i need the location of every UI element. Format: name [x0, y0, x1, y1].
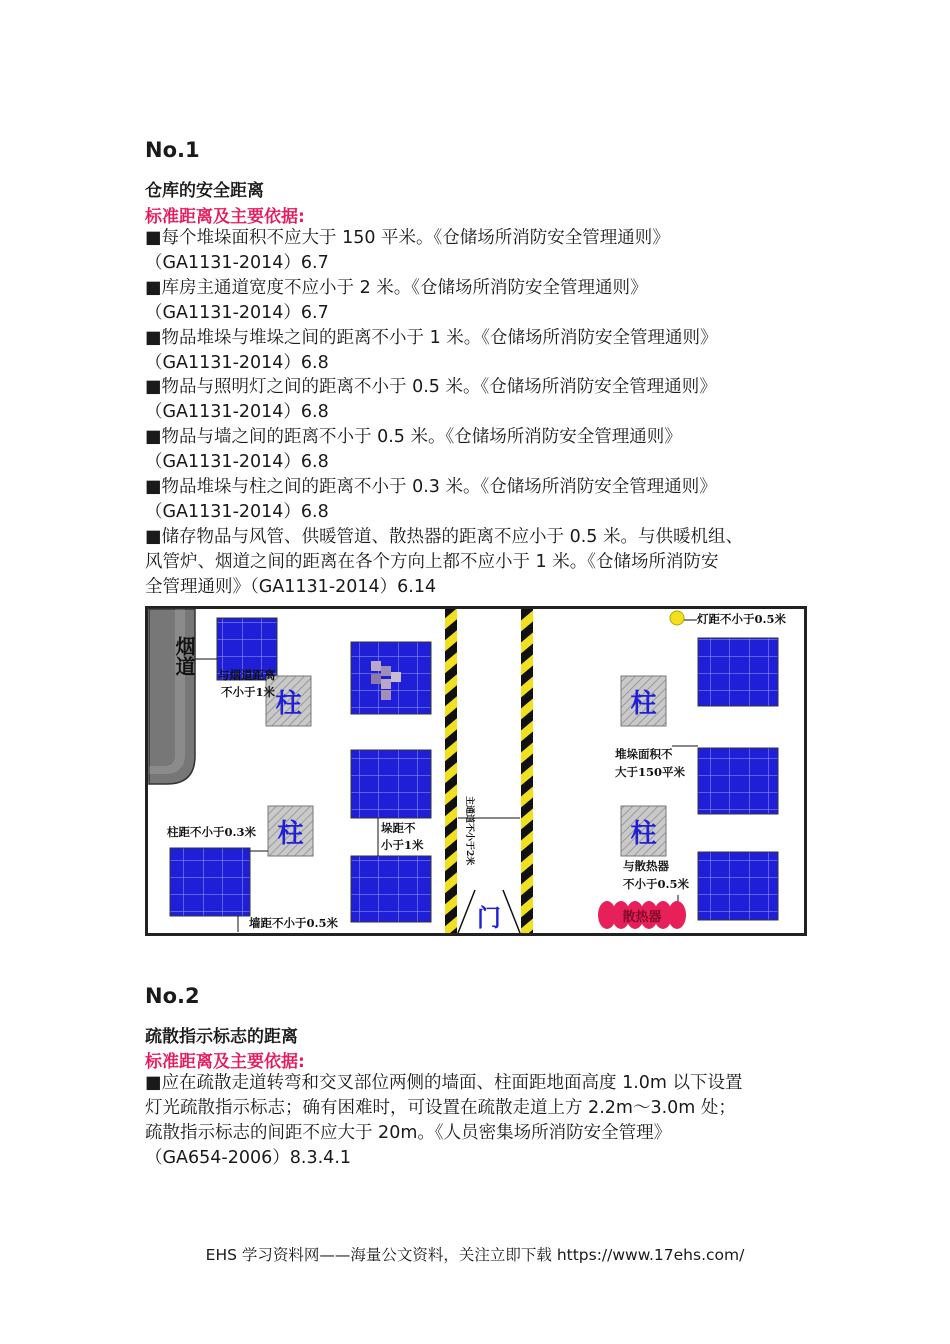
radiator-gap-label: 与散热器: [623, 859, 669, 873]
stack-block: [698, 638, 778, 706]
section-2-number: No.2: [145, 984, 200, 1008]
stack-gap-label: 小于1米: [381, 838, 424, 852]
hazard-stripe-left: [445, 609, 457, 933]
section-2-title: 疏散指示标志的距离: [145, 1027, 298, 1047]
footer-text: EHS 学习资料网——海量公文资料，关注立即下载 https://www.17ehs.com/: [205, 1246, 745, 1264]
pillar-text: 柱: [630, 819, 657, 849]
body-line: 灯光疏散指示标志；确有困难时，可设置在疏散走道上方 2.2m～3.0m 处；: [145, 1097, 736, 1118]
body-line: ■应在疏散走道转弯和交叉部位两侧的墙面、柱面距地面高度 1.0m 以下设置: [145, 1073, 743, 1093]
section-2-body: [145, 1071, 815, 1171]
stack-block: [698, 852, 778, 920]
lamp-gap-label: 灯距不小于0.5米: [697, 612, 787, 626]
body-line: ■每个堆垛面积不应大于 150 平米。《仓储场所消防安全管理通则》: [145, 228, 670, 248]
body-line: （GA1131-2014）6.7: [145, 302, 329, 323]
chimney-gap-label: 不小于1米: [221, 685, 276, 699]
stack-gap-label: 垛距不: [381, 821, 416, 835]
radiator-text: 散热器: [622, 910, 662, 925]
stack-block: [170, 848, 250, 916]
stack-block: [351, 750, 431, 818]
body-line: 风管炉、烟道之间的距离在各个方向上都不应小于 1 米。《仓储场所消防安: [145, 551, 719, 572]
section-1-title: 仓库的安全距离: [145, 181, 264, 201]
stack-area-label: 堆垛面积不: [615, 747, 673, 761]
chimney-text: 烟道: [172, 636, 196, 676]
body-line: ■物品堆垛与柱之间的距离不小于 0.3 米。《仓储场所消防安全管理通则》: [145, 477, 717, 498]
section-2-subtitle: 标准距离及主要依据:: [145, 1052, 305, 1072]
section-1-body: [145, 226, 815, 600]
pillar-text: 柱: [275, 689, 302, 719]
wall-gap-label: 墙距不小于0.5米: [249, 916, 339, 930]
pillar-text: 柱: [277, 819, 304, 849]
main-aisle-label: 主通道不小于2米: [464, 796, 474, 866]
radiator-gap-label: 不小于0.5米: [623, 877, 690, 891]
stack-area-label: 大于150平米: [615, 765, 686, 779]
body-line: ■物品堆垛与堆垛之间的距离不小于 1 米。《仓储场所消防安全管理通则》: [145, 327, 718, 348]
body-line: （GA1131-2014）6.8: [145, 352, 329, 373]
lamp-icon: [670, 611, 684, 625]
section-1-number: No.1: [145, 138, 200, 162]
warehouse-diagram: [145, 606, 807, 936]
body-line: ■库房主通道宽度不应小于 2 米。《仓储场所消防安全管理通则》: [145, 277, 648, 298]
body-line: （GA654-2006）8.3.4.1: [145, 1147, 352, 1168]
body-line: （GA1131-2014）6.8: [145, 402, 329, 423]
body-line: （GA1131-2014）6.8: [145, 452, 329, 473]
body-line: ■储存物品与风管、供暖管道、散热器的距离不应小于 0.5 米。与供暖机组、: [145, 526, 743, 547]
stack-block: [698, 748, 778, 814]
section-1-subtitle: 标准距离及主要依据:: [145, 207, 305, 227]
door-text: 门: [477, 903, 501, 932]
body-line: （GA1131-2014）6.8: [145, 501, 329, 522]
body-line: （GA1131-2014）6.7: [145, 252, 329, 273]
pillar-text: 柱: [630, 689, 657, 719]
body-line: ■物品与照明灯之间的距离不小于 0.5 米。《仓储场所消防安全管理通则》: [145, 377, 717, 398]
body-line: 全管理通则》（GA1131-2014）6.14: [145, 576, 437, 597]
body-line: ■物品与墙之间的距离不小于 0.5 米。《仓储场所消防安全管理通则》: [145, 427, 682, 448]
pillar-gap-label: 柱距不小于0.3米: [167, 825, 257, 839]
stack-block: [351, 856, 431, 922]
chimney-gap-label: 与烟道距离: [218, 668, 276, 682]
hazard-stripe-right: [521, 609, 533, 933]
body-line: 疏散指示标志的间距不应大于 20m。《人员密集场所消防安全管理》: [145, 1122, 672, 1143]
